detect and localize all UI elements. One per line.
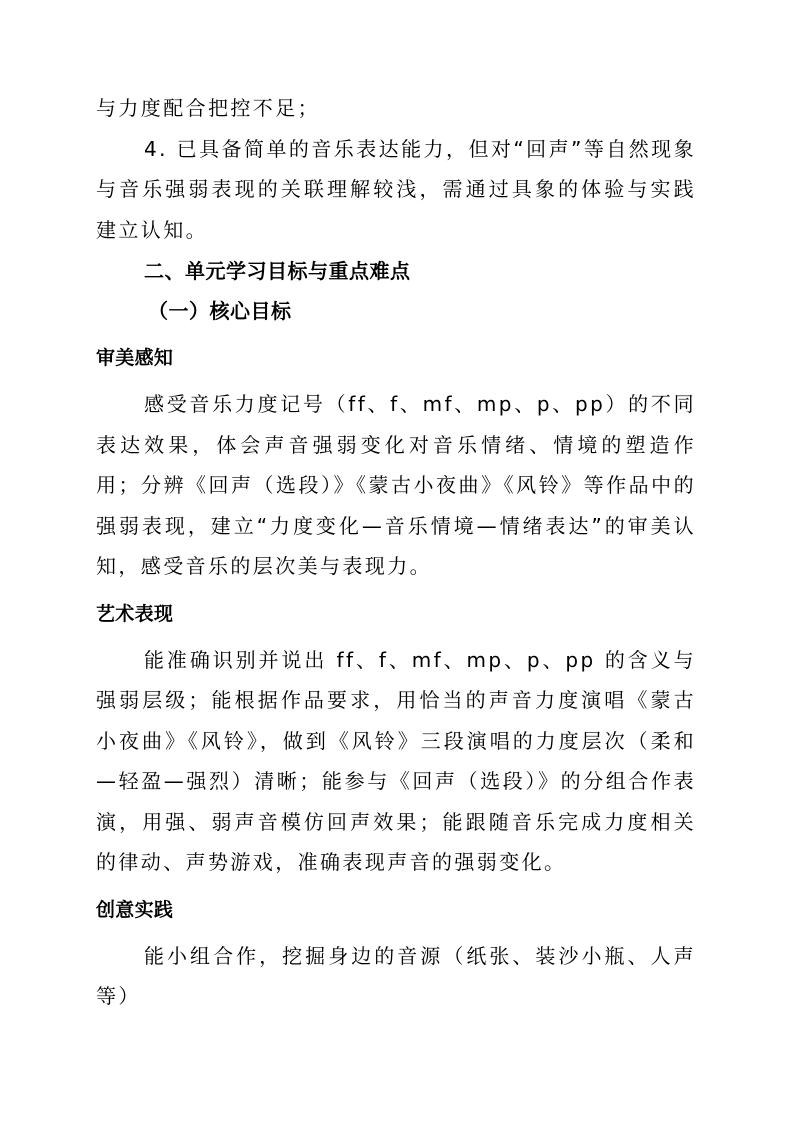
heading-artistic-expression: 艺术表现 [96, 602, 174, 625]
document-content [96, 88, 696, 1017]
subsection-heading-core-goals: （一）核心目标 [148, 299, 292, 323]
paragraph-item-4: 4. 已具备简单的音乐表达能力，但对“回声”等自然现象与音乐强弱表现的关联理解较浅，需通过具象的体验与实践建立认知。 [96, 136, 696, 242]
heading-aesthetic-perception: 审美感知 [96, 347, 174, 369]
heading-creative-practice: 创意实践 [96, 898, 174, 921]
paragraph-creative-practice: 能小组合作，挖掘身边的音源（纸张、装沙小瓶、人声等） [96, 943, 696, 1008]
paragraph-artistic-expression: 能准确识别并说出 ff、f、mf、mp、p、pp 的含义与强弱层级；能根据作品要求，用恰当的声音力度演唱《蒙古小夜曲》《风铃》，做到《风铃》三段演唱的力度层次（柔和—轻盈—强烈）清晰；能参与《回声（选段）》的分组合作表演，用强、弱声音模仿回声效果；能跟随音乐完成力度相关的律动、声势游戏，准确表现声音的强弱变化。 [96, 647, 696, 874]
paragraph-continuation: 与力度配合把控不足； [96, 96, 320, 120]
section-heading-objectives: 二、单元学习目标与重点难点 [144, 259, 411, 283]
paragraph-aesthetic-perception: 感受音乐力度记号（ff、f、mf、mp、p、pp）的不同表达效果，体会声音强弱变化对音乐情绪、情境的塑造作用；分辨《回声（选段）》《蒙古小夜曲》《风铃》等作品中的强弱表现，建立“力度变化—音乐情境—情绪表达”的审美认知，感受音乐的层次美与表现力。 [96, 392, 696, 578]
